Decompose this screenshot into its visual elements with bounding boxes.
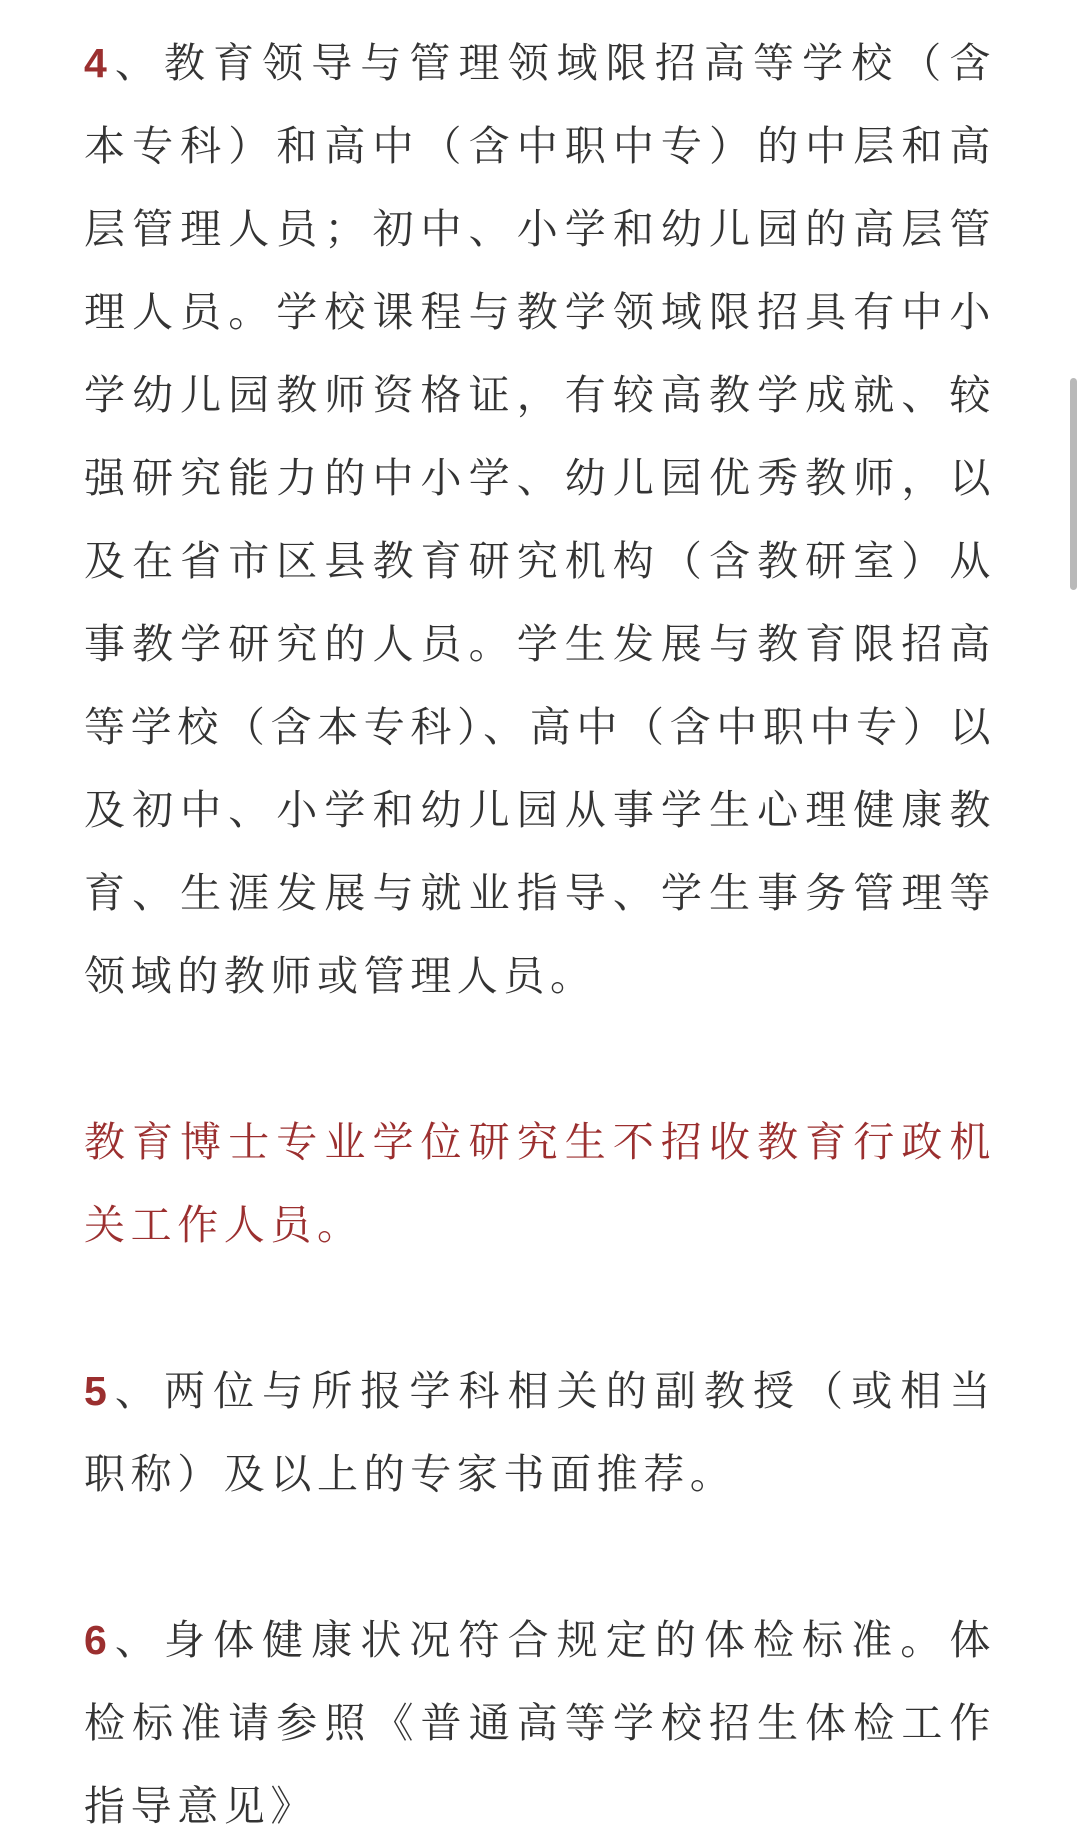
item-text: 、身体健康状况符合规定的体检标准。体检标准请参照《普通高等学校招生体检工作指导意见》 (84, 1616, 996, 1830)
paragraph-gap (84, 1267, 996, 1350)
paragraph-gap (84, 1516, 996, 1599)
item-text: 、教育领导与管理领域限招高等学校（含本专科）和高中（含中职中专）的中层和高层管理人员；初中、小学和幼儿园的高层管理人员。学校课程与教学领域限招具有中小学幼儿园教师资格证，有较高教学成就、较强研究能力的中小学、幼儿园优秀教师，以及在省市区县教育研究机构（含教研室）从事教学研究的人员。学生发展与教育限招高等学校（含本专科）、高中（含中职中专）以及初中、小学和幼儿园从事学生心理健康教育、生涯发展与就业指导、学生事务管理等领域的教师或管理人员。 (84, 39, 996, 1000)
requirement-item-5 (84, 1350, 996, 1516)
highlight-note: 教育博士专业学位研究生不招收教育行政机关工作人员。 (84, 1118, 996, 1249)
requirement-item-4 (84, 22, 996, 1018)
item-text: 、两位与所报学科相关的副教授（或相当职称）及以上的专家书面推荐。 (84, 1367, 996, 1498)
item-number: 6 (84, 1617, 113, 1663)
item-number: 4 (84, 40, 113, 86)
paragraph-gap (84, 1018, 996, 1101)
article-body (84, 22, 996, 1848)
requirement-item-6 (84, 1599, 996, 1848)
scrollbar-thumb[interactable] (1070, 378, 1077, 590)
item-number: 5 (84, 1368, 113, 1414)
